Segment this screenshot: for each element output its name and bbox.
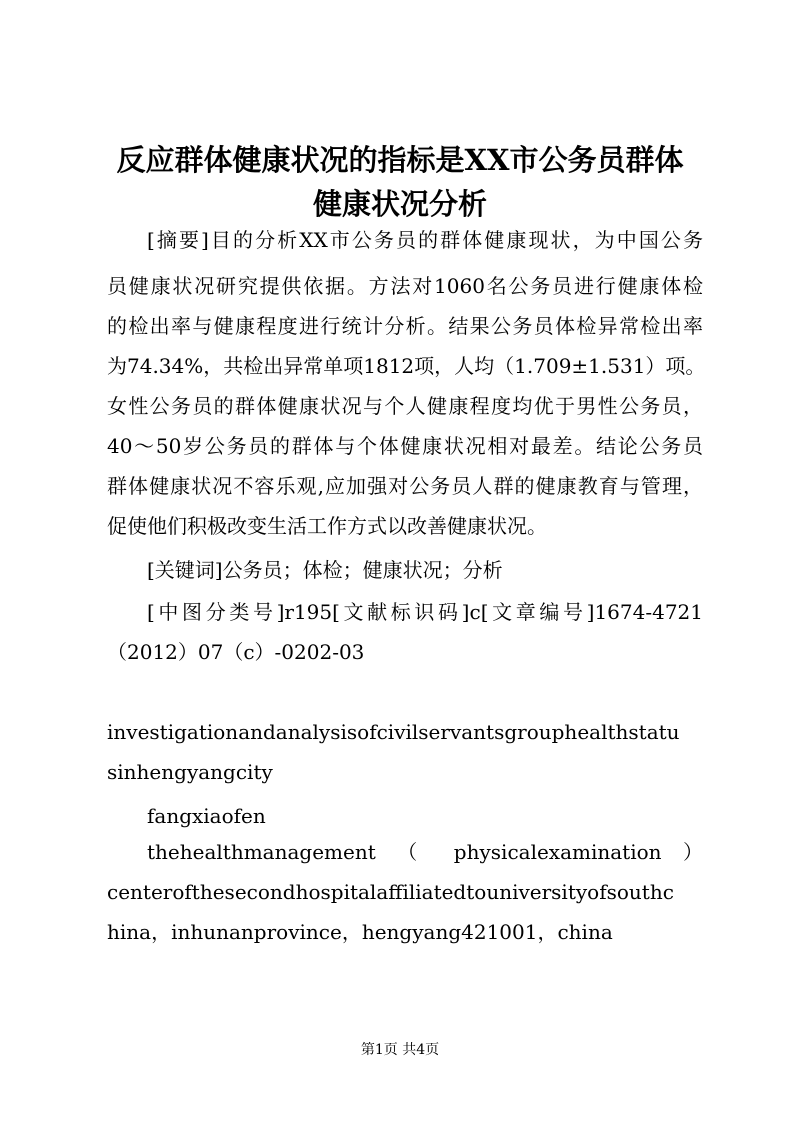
keywords: [关键词]公务员；体检；健康状况；分析 [147, 558, 503, 582]
english-affiliation-line-2: centerofthesecondhospitalaffiliatedtouniversityofsouthc [107, 880, 674, 904]
document-title-line-2: 健康状况分析 [312, 187, 487, 221]
english-affiliation-line-1: thehealthmanagement （ physicalexamination ） [147, 840, 703, 864]
abstract-line: 促使他们积极改变生活工作方式以改善健康状况。 [107, 514, 547, 538]
abstract-line: 的检出率与健康程度进行统计分析。结果公务员体检异常检出率 [107, 314, 703, 338]
document-title-line-1: 反应群体健康状况的指标是XX市公务员群体 [116, 143, 684, 177]
abstract-line: 员健康状况研究提供依据。方法对1060名公务员进行健康体检 [107, 274, 703, 298]
page-footer: 第1页 共4页 [360, 1042, 440, 1058]
abstract-line: 女性公务员的群体健康状况与个人健康程度均优于男性公务员， [107, 394, 703, 418]
abstract-line: 为74.34%，共检出异常单项1812项，人均（1.709±1.531）项。 [107, 354, 706, 378]
english-author: fangxiaofen [147, 804, 266, 828]
classification-line-2: （2012）07（c）-0202-03 [107, 640, 365, 664]
abstract-line: 40～50岁公务员的群体与个体健康状况相对最差。结论公务员 [107, 434, 703, 458]
english-title-line-1: investigationandanalysisofcivilservantsgrouphealthstatu [107, 720, 680, 744]
classification-line-1: [中图分类号]r195[文献标识码]c[文章编号]1674-4721 [147, 600, 703, 624]
abstract-line: 群体健康状况不容乐观,应加强对公务员人群的健康教育与管理， [107, 474, 703, 498]
english-title-line-2: sinhengyangcity [107, 760, 273, 784]
abstract-line: [摘要]目的分析XX市公务员的群体健康现状，为中国公务 [147, 228, 703, 252]
english-affiliation-line-3: hina，inhunanprovince，hengyang421001，china [107, 920, 613, 944]
